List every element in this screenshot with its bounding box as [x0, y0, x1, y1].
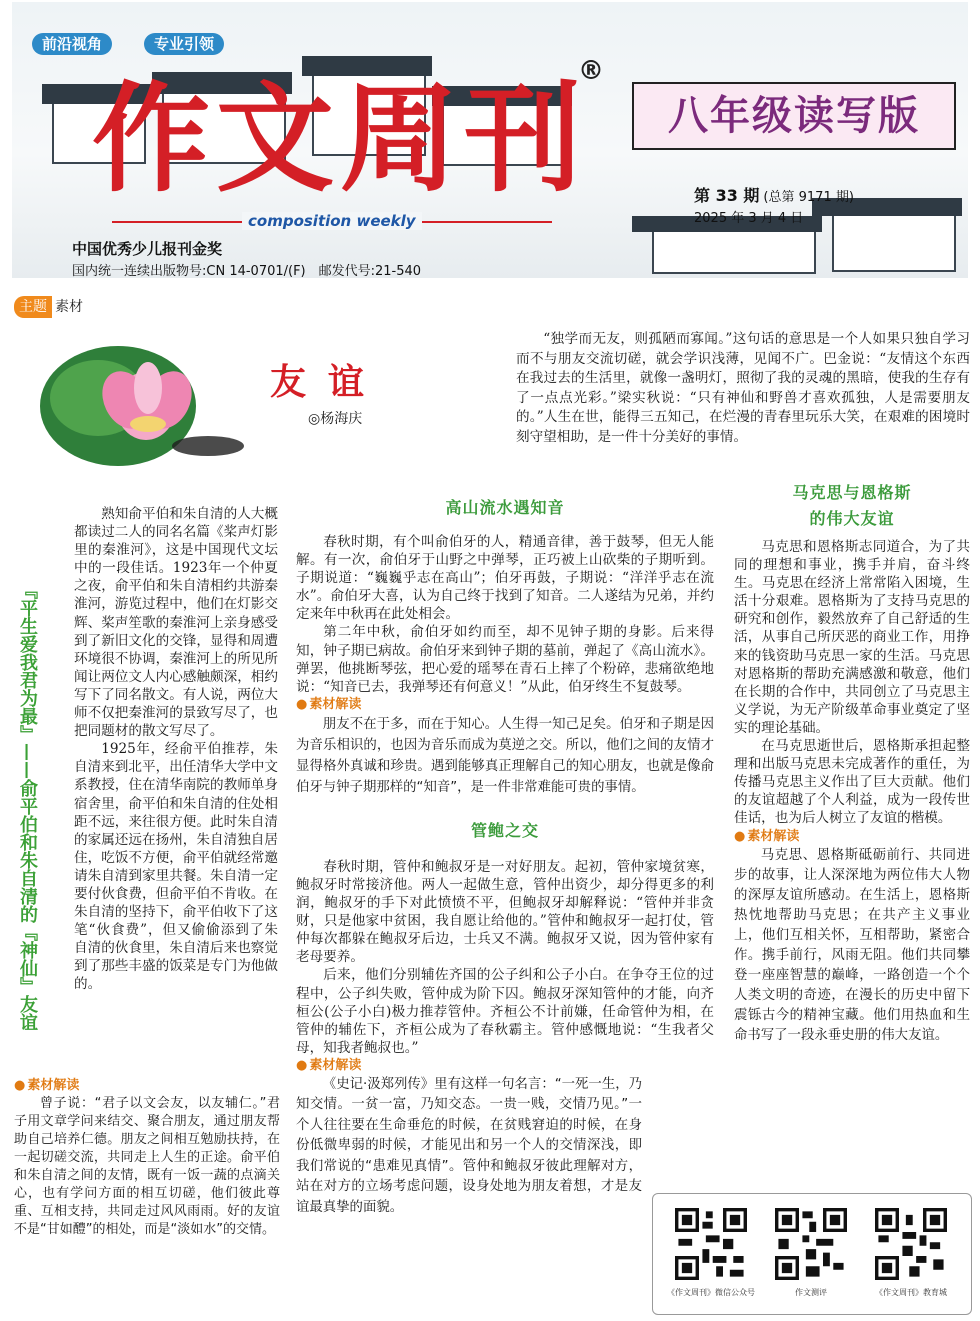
qr-caption-3: 《作文周刊》教育城 [875, 1288, 947, 1297]
column1-story [74, 505, 278, 994]
issue-label: 第 33 期 [694, 186, 760, 205]
column2 [296, 497, 714, 1218]
column1-commentary-text: 曾子说：“君子以文会友，以友辅仁。”君子用文章学问来结交、聚合朋友，通过朋友帮助自己培养仁德。朋友之间相互勉励扶持，在一起切磋交流，共同走上人生的正途。俞平伯和朱自清之间的友情，既有一饭一蔬的点滴关心，也有学问方面的相互切磋，他们彼此尊重、互相支持，共同走过风风雨雨。好的友谊不是“甘如醴”的相处，而是“淡如水”的交情。 [14, 1096, 280, 1237]
edition-badge: 八年级读写版 [632, 82, 956, 150]
story4-title-line2: 的伟大友谊 [809, 509, 895, 528]
qr-code-icon[interactable] [775, 1208, 847, 1280]
story2-commentary-text: 朋友不在于多，而在于知心。人生得一知己足矣。伯牙和子期是因为音乐相识的，也因为音乐而成为莫逆之交。所以，他们之间的友情才显得格外真诚和珍贵。遇到能够真正理解自己的知心朋友，也就是像俞伯牙与钟子期那样的“知音”，是一件非常难能可贵的事情。 [296, 716, 714, 795]
article-author: ◎杨海庆 [308, 411, 363, 427]
section-tag-highlight: 主题 [14, 296, 52, 318]
column1-vertical-title: 『平生爱我君为最』——俞平伯和朱自清的『神仙』友谊 [17, 581, 38, 1031]
column1-paragraph-2: 1925年，经俞平伯推荐，朱自清来到北平，出任清华大学中文系教授，住在清华南院的教师单身宿舍里，俞平伯和朱自清的住处相距不远，来往很方便。此时朱自清的家属还远在扬州，朱自清独自居住，吃饭不方便，俞平伯就经常邀请朱自清到家里共餐。朱自清一定要付伙食费，但俞平伯不肯收。在朱自清的坚持下，俞平伯收下了这笔“伙食费”，但又偷偷添到了朱自清的伙食里，朱自清后来也察觉到了那些丰盛的饭菜是专门为他做的。 [74, 741, 278, 993]
story4-commentary-label: ● 素材解读 [734, 828, 970, 846]
article-title: 友谊 [270, 361, 387, 403]
issue-number [694, 183, 854, 206]
slogan-left: 前沿视角 [32, 33, 112, 55]
column1-commentary-label: ● 素材解读 [14, 1077, 280, 1095]
story3-paragraph-1: 春秋时期，管仲和鲍叔牙是一对好朋友。起初，管仲家境贫寒，鲍叔牙时常接济他。两人一起做生意，管仲出资少，却分得更多的利润，鲍叔牙的手下对此愤愤不平，但鲍叔牙却解释说：“管仲并非贪财，只是他家中贫困，我自愿让给他的。”管仲和鲍叔牙一起打仗，管仲每次都躲在鲍叔牙后边，士兵又不满。鲍叔牙又说，因为管仲家有老母要养。 [296, 858, 714, 966]
story4-paragraph-1: 马克思和恩格斯志同道合，为了共同的理想和事业，携手并肩，奋斗终生。马克思在经济上常常陷入困境，生活十分艰难。恩格斯为了支持马克思的研究和创作，毅然放弃了自己舒适的生活，从事自己所厌恶的商业工作，用挣来的钱资助马克思一家的生活。马克思对恩格斯的帮助充满感激和敬意，他们在长期的合作中，共同创立了马克思主义学说，为无产阶级革命事业奠定了坚实的理论基础。 [734, 539, 970, 736]
brand-english: composition weekly [242, 212, 422, 230]
story2-paragraph-1: 春秋时期，有个叫俞伯牙的人，精通音律，善于鼓琴，但无人能解。有一次，俞伯牙于山野之中弹琴，正巧被上山砍柴的子期听到。子期说道：“巍巍乎志在高山”；伯牙再鼓，子期说：“洋洋乎志在流水”。俞伯牙大喜，认为自己终于找到了知音。二人遂结为兄弟，并约定来年中秋再在此处相会。 [296, 534, 714, 623]
qr-code-icon[interactable] [875, 1208, 947, 1280]
qr-code-icon[interactable] [675, 1208, 747, 1280]
story2-title: 高山流水遇知音 [445, 498, 565, 517]
story2-paragraph-2: 第二年中秋，俞伯牙如约而至，却不见钟子期的身影。后来得知，钟子期已病故。俞伯牙来到钟子期的墓前，弹起了《高山流水》。弹罢，他挑断琴弦，把心爱的瑶琴在青石上摔了个粉碎，悲痛欲绝地说：“知音已去，我弹琴还有何意义！”从此，伯牙终生不复鼓琴。 [296, 624, 714, 695]
publication-number: 国内统一连续出版物号:CN 14-0701/(F) 邮发代号:21-540 [72, 264, 422, 278]
story3-commentary-text: 《史记·汲郑列传》里有这样一句名言：“一死一生，乃知交情。一贫一富，乃知交态。一贵一贱，交情乃见。”一个人往往要在生命垂危的时候，在贫贱窘迫的时候，在身份低微卑弱的时候，才能见出和另一个人的交情深浅，即我们常说的“患难见真情”。管仲和鲍叔牙彼此理解对方，站在对方的立场考虑问题，设身处地为朋友着想，才是友谊最真挚的面貌。 [296, 1076, 642, 1215]
column1-paragraph-1: 熟知俞平伯和朱自清的人大概都读过二人的同名名篇《桨声灯影里的秦淮河》，这是中国现代文坛中的一段佳话。1923年一个仲夏之夜，俞平伯和朱自清相约共游秦淮河，游览过程中，他们在灯影交辉、桨声笙歌的秦淮河上亲身感受到了新旧文化的交锋，显得和周遭环境很不协调，秦淮河上的所见所闻让两位文人内心感触颇深，相约写下了同名散文。有人说，两位大师不仅把秦淮河的景致写尽了，也把同题材的散文写尽了。 [74, 506, 278, 740]
section-tag [14, 296, 83, 318]
column1-commentary [14, 1077, 280, 1239]
intro-paragraph: “独学而无友，则孤陋而寡闻。”这句话的意思是一个人如果只独自学习而不与朋友交流切磋，就会学识浅薄，见闻不广。巴金说：“友情这个东西在我过去的生活里，就像一盏明灯，照彻了我的灵魂的黑暗，使我的生存有了一点点光彩。”梁实秋说：“只有神仙和野兽才喜欢孤独，人是需要朋友的。”人生在世，能得三五知己，在烂漫的青春里玩乐大笑，在艰难的困境时刻守望相助，是一件十分美好的事情。 [516, 331, 970, 445]
registered-mark: ® [578, 56, 604, 86]
story2-commentary-label: ● 素材解读 [296, 696, 714, 714]
slogan-right: 专业引领 [144, 33, 224, 55]
article-intro [516, 330, 970, 448]
qr-caption-1: 《作文周刊》微信公众号 [667, 1288, 755, 1297]
story3-title: 管鲍之交 [470, 820, 539, 840]
issue-date: 2025 年 3 月 4 日 [694, 211, 804, 226]
issue-total: (总第 9171 期) [763, 190, 854, 205]
lotus-illustration [28, 328, 254, 478]
house-illustration [652, 230, 816, 274]
house-illustration [832, 212, 956, 272]
column3 [734, 480, 970, 1046]
brand-title: 作文周刊 [92, 69, 589, 208]
qr-code-panel [652, 1193, 972, 1315]
story3-commentary-label: ● 素材解读 [296, 1057, 714, 1075]
story4-paragraph-2: 在马克思逝世后，恩格斯承担起整理和出版马克思未完成著作的重任，为传播马克思主义作出了巨大贡献。他们的友谊超越了个人利益，成为一段传世佳话，也为后人树立了友谊的楷模。 [734, 738, 970, 827]
qr-caption-2: 作文测评 [795, 1288, 827, 1297]
masthead [12, 2, 968, 278]
section-tag-rest: 素材 [55, 299, 83, 315]
story3-paragraph-2: 后来，他们分别辅佐齐国的公子纠和公子小白。在争夺王位的过程中，公子纠失败，管仲成为阶下囚。鲍叔牙深知管仲的才能，向齐桓公(公子小白)极力推荐管仲。齐桓公不计前嫌，任命管仲为相，在管仲的辅佐下，齐桓公成为了春秋霸主。管仲感慨地说：“生我者父母，知我者鲍叔也。” [296, 967, 714, 1056]
award-line: 中国优秀少儿报刊金奖 [72, 240, 223, 258]
story4-commentary-text: 马克思、恩格斯砥砺前行、共同进步的故事，让人深深地为两位伟大人物的深厚友谊所感动。在生活上，恩格斯热忱地帮助马克思；在共产主义事业上，他们互相关怀，互相帮助，紧密合作。携手前行，风雨无阻。他们共同攀登一座座智慧的巅峰，一路创造一个个人类文明的奇迹，在漫长的历史中留下震铄古今的精神宝藏。他们用热血和生命书写了一段永垂史册的伟大友谊。 [734, 847, 970, 1043]
story4-title-line1: 马克思与恩格斯 [792, 483, 912, 502]
